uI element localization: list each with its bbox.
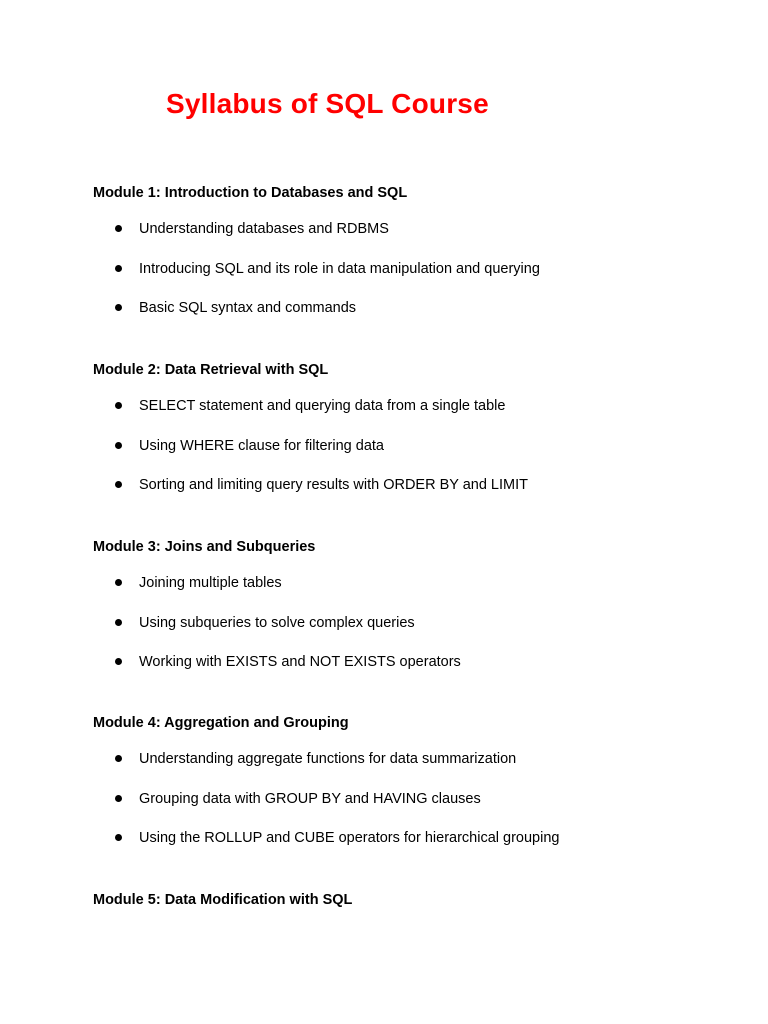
bullet-icon [115, 834, 122, 841]
bullet-icon [115, 619, 122, 626]
topic-text: Introducing SQL and its role in data manipulation and querying [139, 260, 540, 277]
module-2-section [93, 360, 733, 495]
topic-text: Understanding databases and RDBMS [139, 221, 389, 237]
topic-text: Using WHERE clause for filtering data [139, 437, 384, 454]
module-1-section [93, 183, 733, 318]
bullet-icon [115, 265, 122, 272]
module-5-section [93, 890, 733, 910]
bullet-icon [115, 402, 122, 409]
list-item [93, 828, 733, 848]
bullet-icon [115, 658, 122, 665]
module-heading: Module 2: Data Retrieval with SQL [93, 362, 329, 378]
topic-text: Grouping data with GROUP BY and HAVING clauses [139, 790, 481, 807]
topic-text: Sorting and limiting query results with ORDER BY and LIMIT [139, 477, 528, 493]
list-item [93, 436, 733, 456]
module-heading: Module 4: Aggregation and Grouping [93, 715, 349, 731]
bullet-icon [115, 304, 122, 311]
topic-text: SELECT statement and querying data from a single table [139, 398, 506, 414]
module-4-section [93, 713, 733, 848]
module-heading: Module 3: Joins and Subqueries [93, 539, 316, 555]
bullet-icon [115, 481, 122, 488]
module-heading: Module 1: Introduction to Databases and SQL [93, 185, 408, 201]
page-title: Syllabus of SQL Course [166, 88, 489, 119]
topic-list [93, 749, 733, 848]
list-item [93, 613, 733, 633]
list-item [93, 219, 733, 239]
module-heading: Module 5: Data Modification with SQL [93, 892, 353, 908]
list-item [93, 652, 733, 672]
bullet-icon [115, 579, 122, 586]
bullet-icon [115, 225, 122, 232]
topic-text: Understanding aggregate functions for data summarization [139, 751, 517, 767]
topic-list [93, 396, 733, 495]
topic-list [93, 219, 733, 318]
list-item [93, 259, 733, 279]
bullet-icon [115, 755, 122, 762]
list-item [93, 298, 733, 318]
topic-text: Using the ROLLUP and CUBE operators for hierarchical grouping [139, 830, 560, 846]
topic-list [93, 573, 733, 672]
list-item [93, 396, 733, 416]
topic-text: Using subqueries to solve complex queries [139, 614, 415, 631]
topic-text: Joining multiple tables [139, 575, 282, 591]
topic-text: Basic SQL syntax and commands [139, 300, 357, 316]
bullet-icon [115, 795, 122, 802]
topic-text: Working with EXISTS and NOT EXISTS operators [139, 654, 461, 670]
list-item [93, 789, 733, 809]
list-item [93, 749, 733, 769]
list-item [93, 475, 733, 495]
list-item [93, 573, 733, 593]
module-3-section [93, 537, 733, 672]
bullet-icon [115, 442, 122, 449]
